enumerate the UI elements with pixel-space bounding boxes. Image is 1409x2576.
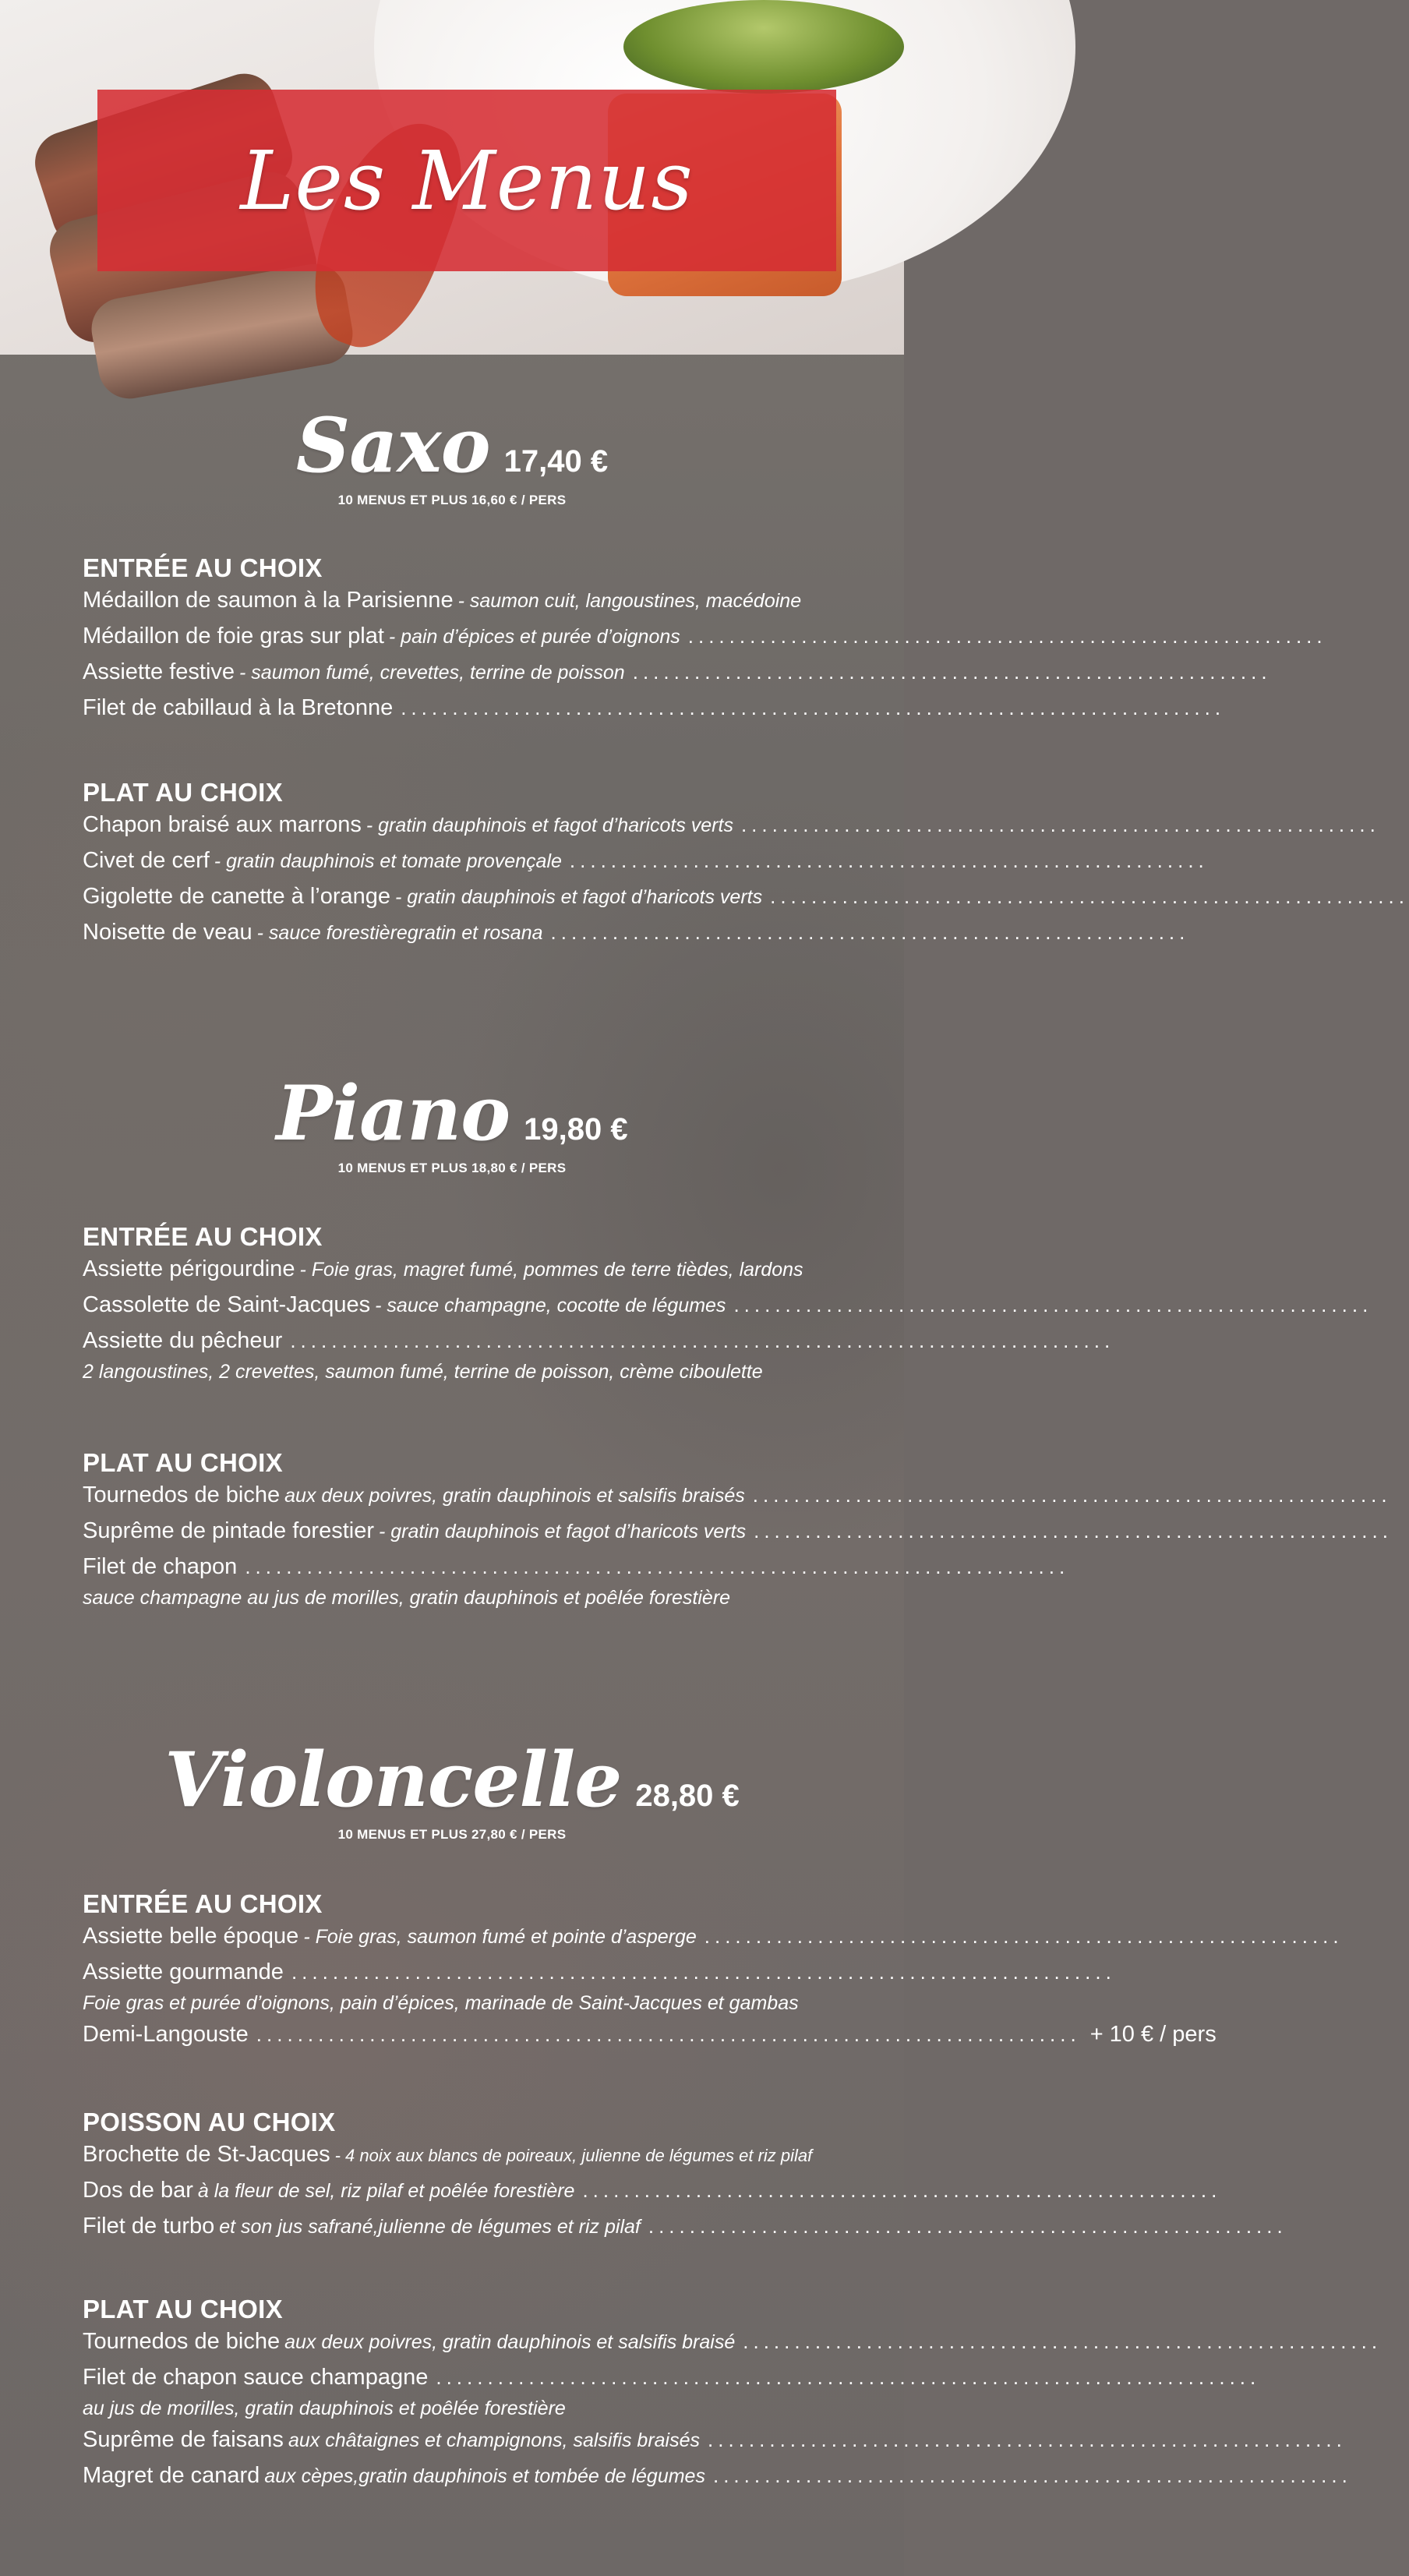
menu-piano (0, 1069, 904, 1176)
garnish-image (623, 0, 904, 94)
list-item (83, 659, 1272, 695)
supplement-price: + 10 € / pers (1089, 2022, 1217, 2047)
dish-name: Assiette périgourdine (83, 1256, 295, 1281)
list-item (83, 2214, 1287, 2249)
course-entree (83, 1222, 1373, 1390)
dot-leader: .............................................................. (733, 1293, 1373, 1316)
dish-name: Noisette de veau (83, 920, 252, 945)
dish-description: aux deux poivres, gratin dauphinois et salsifis braisés (284, 1485, 745, 1507)
dish-description: - saumon fumé, crevettes, terrine de poisson (239, 662, 625, 684)
dish-name: Assiette gourmande (83, 1959, 284, 1984)
list-item (83, 812, 1380, 848)
dot-leader: .............................................................. (712, 2464, 1352, 2487)
dish-name: Assiette belle époque (83, 1924, 299, 1949)
dot-leader: .............................................................. (569, 849, 1209, 872)
dish-name: Demi-Langouste (83, 2022, 249, 2047)
dish-description: - sauce champagne, cocotte de légumes (375, 1295, 726, 1316)
menu-group-price: 10 MENUS ET PLUS 16,60 € / PERS (337, 493, 567, 507)
hero-banner-image (0, 0, 904, 355)
list-item (83, 1482, 1392, 1518)
dot-leader: .............................................................. (740, 813, 1380, 836)
menu-name: Saxo (295, 401, 490, 489)
course-title: ENTRÉE AU CHOIX (83, 1222, 323, 1251)
dish-name: Civet de cerf (83, 848, 210, 873)
dish-name: Suprême de pintade forestier (83, 1518, 374, 1543)
dish-name: Tournedos de biche (83, 1482, 281, 1507)
menu-header (0, 1736, 904, 1824)
list-item (83, 1959, 1116, 1995)
dish-description: 2 langoustines, 2 crevettes, saumon fumé, terrine de poisson, crème ciboulette (83, 1361, 763, 1383)
dish-description: - 4 noix aux blancs de poireaux, julienne de légumes et riz pilaf (334, 2146, 813, 2165)
dish-name: Filet de chapon (83, 1554, 238, 1579)
list-item (83, 1924, 1344, 1959)
dish-description: - gratin dauphinois et fagot d’haricots verts (379, 1521, 747, 1542)
list-item (83, 2329, 1383, 2365)
dish-name: Cassolette de Saint-Jacques (83, 1292, 371, 1317)
course-plat (83, 2295, 1383, 2499)
course-entree (83, 553, 1327, 731)
list-item (83, 588, 848, 624)
dot-leader: ................................................................................ (245, 1555, 1070, 1578)
menu-header (0, 401, 904, 489)
dot-leader: .............................................................. (704, 1924, 1344, 1948)
dish-description: - gratin dauphinois et fagot d’haricots verts (395, 886, 763, 908)
menu-violoncelle (0, 1736, 904, 1843)
dot-leader: ................................................................................ (291, 1960, 1116, 1984)
course-plat (83, 778, 1409, 956)
dot-leader: ................................................................................ (436, 2366, 1261, 2389)
dot-leader: .............................................................. (632, 660, 1272, 684)
dish-description: - saumon cuit, langoustines, macédoine (457, 590, 802, 612)
dish-name: Suprême de faisans (83, 2427, 284, 2452)
menu-header (0, 1069, 904, 1157)
list-item (83, 920, 1190, 956)
dish-description: - gratin dauphinois et tomate provençale (214, 850, 562, 872)
dish-name: Dos de bar (83, 2178, 193, 2203)
menu-price: 17,40 € (503, 444, 609, 479)
list-item (83, 2178, 1222, 2214)
dot-leader: .............................................................. (708, 2428, 1347, 2451)
dish-description: - Foie gras, magret fumé, pommes de terre tièdes, lardons (299, 1259, 803, 1281)
menu-price: 28,80 € (635, 1779, 740, 1813)
dot-leader: .............................................................. (752, 1483, 1392, 1507)
course-title: PLAT AU CHOIX (83, 778, 283, 807)
dot-leader: .............................................................. (648, 2214, 1287, 2238)
dot-leader: .............................................................. (687, 624, 1327, 648)
dish-description: au jus de morilles, gratin dauphinois et poêlée forestière (83, 2398, 566, 2419)
dot-leader: .............................................................. (754, 1519, 1393, 1542)
course-title: PLAT AU CHOIX (83, 1448, 283, 1477)
menu-saxo (0, 401, 904, 508)
dish-name: Assiette festive (83, 659, 235, 684)
dish-description: et son jus safrané,julienne de légumes et riz pilaf (219, 2216, 641, 2238)
dot-leader: .............................................................. (582, 2178, 1222, 2202)
dot-leader: .............................................................. (770, 885, 1409, 908)
course-title: PLAT AU CHOIX (83, 2295, 283, 2323)
dish-name: Brochette de St-Jacques (83, 2142, 330, 2167)
dish-description: aux cèpes,gratin dauphinois et tombée de légumes (264, 2465, 705, 2487)
dish-description: - sauce forestièregratin et rosana (256, 922, 543, 944)
list-item (83, 1518, 1393, 1554)
dish-name: Chapon braisé aux marrons (83, 812, 362, 837)
dish-description: - pain d’épices et purée d’oignons (388, 626, 680, 648)
page-title: Les Menus (240, 133, 694, 228)
menu-group-price: 10 MENUS ET PLUS 27,80 € / PERS (337, 1827, 567, 1842)
dot-leader: ................................................................................ (401, 696, 1226, 719)
dish-description: sauce champagne au jus de morilles, gratin dauphinois et poêlée forestière (83, 1587, 731, 1609)
dot-leader: .............................................................. (550, 921, 1190, 944)
list-item (83, 2142, 848, 2178)
list-item (83, 2463, 1352, 2499)
dish-name: Filet de cabillaud à la Bretonne (83, 695, 394, 720)
menu-price: 19,80 € (524, 1112, 628, 1147)
dish-description: à la fleur de sel, riz pilaf et poêlée forestière (197, 2180, 575, 2202)
dish-description: aux châtaignes et champignons, salsifis braisés (288, 2429, 701, 2451)
list-item (83, 884, 1409, 920)
title-banner (97, 90, 836, 271)
list-item (83, 2022, 1217, 2058)
menu-name: Piano (276, 1069, 510, 1157)
dish-description: - gratin dauphinois et fagot d’haricots verts (365, 814, 733, 836)
course-poisson (83, 2108, 1287, 2249)
dish-name: Gigolette de canette à l’orange (83, 884, 390, 909)
list-item (83, 2365, 1261, 2401)
list-item (83, 624, 1327, 659)
dish-name: Filet de chapon sauce champagne (83, 2365, 429, 2390)
dot-leader: ................................................................................ (290, 1329, 1115, 1352)
dish-name: Médaillon de saumon à la Parisienne (83, 588, 454, 613)
list-item (83, 848, 1209, 884)
course-title: ENTRÉE AU CHOIX (83, 1889, 323, 1918)
dish-name: Assiette du pêcheur (83, 1328, 283, 1353)
list-item (83, 1328, 1115, 1364)
dot-leader: .............................................................. (743, 2330, 1383, 2353)
dish-description: Foie gras et purée d’oignons, pain d’épices, marinade de Saint-Jacques et gambas (83, 1992, 799, 2014)
dish-description: - Foie gras, saumon fumé et pointe d’asperge (303, 1926, 697, 1948)
list-item (83, 1292, 1373, 1328)
menu-group-price: 10 MENUS ET PLUS 18,80 € / PERS (337, 1161, 567, 1175)
course-title: POISSON AU CHOIX (83, 2108, 336, 2136)
dish-name: Filet de turbo (83, 2214, 215, 2239)
dish-description: aux deux poivres, gratin dauphinois et salsifis braisé (284, 2331, 736, 2353)
dish-name: Tournedos de biche (83, 2329, 281, 2354)
list-item (83, 695, 1226, 731)
list-item (83, 2427, 1347, 2463)
menu-name: Violoncelle (164, 1736, 622, 1824)
dish-name: Médaillon de foie gras sur plat (83, 624, 384, 648)
course-entree (83, 1889, 1344, 2058)
course-plat (83, 1448, 1393, 1617)
list-item (83, 1256, 848, 1292)
dot-leader: ................................................................................ (256, 2023, 1081, 2046)
list-item (83, 1554, 1070, 1590)
course-title: ENTRÉE AU CHOIX (83, 553, 323, 582)
dish-name: Magret de canard (83, 2463, 260, 2488)
